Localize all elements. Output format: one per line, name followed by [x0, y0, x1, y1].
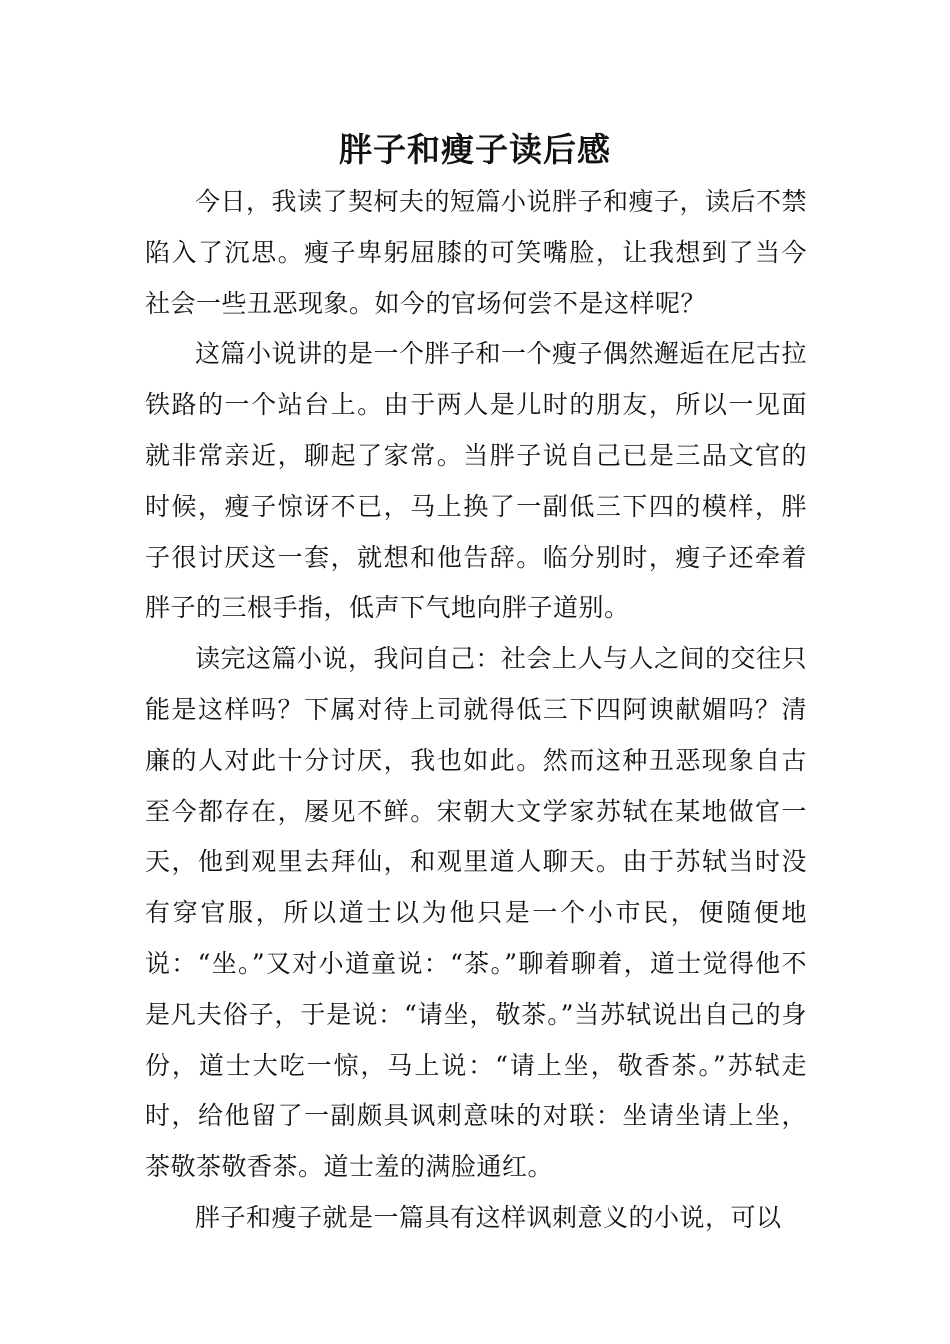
document-body	[145, 177, 807, 1244]
paragraph-3: 读完这篇小说，我问自己：社会上人与人之间的交往只能是这样吗？下属对待上司就得低三下四阿谀献媚吗？清廉的人对此十分讨厌，我也如此。然而这种丑恶现象自古至今都存在，屡见不鲜。宋朝大文学家苏轼在某地做官一天，他到观里去拜仙，和观里道人聊天。由于苏轼当时没有穿官服，所以道士以为他只是一个小市民，便随便地说：“坐。”又对小道童说：“茶。”聊着聊着，道士觉得他不是凡夫俗子，于是说：“请坐，敬茶。”当苏轼说出自己的身份，道士大吃一惊，马上说：“请上坐，敬香茶。”苏轼走时，给他留了一副颇具讽刺意味的对联：坐请坐请上坐，茶敬茶敬香茶。道士羞的满脸通红。	[145, 644, 808, 1182]
paragraph-4: 胖子和瘦子就是一篇具有这样讽刺意义的小说，可以	[195, 1202, 782, 1232]
document-title: 胖子和瘦子读后感	[339, 130, 611, 169]
paragraph-2: 这篇小说讲的是一个胖子和一个瘦子偶然邂逅在尼古拉铁路的一个站台上。由于两人是儿时的朋友，所以一见面就非常亲近，聊起了家常。当胖子说自己已是三品文官的时候，瘦子惊讶不已，马上换了一副低三下四的模样，胖子很讨厌这一套，就想和他告辞。临分别时，瘦子还牵着胖子的三根手指，低声下气地向胖子道别。	[145, 339, 808, 623]
paragraph-1: 今日，我读了契柯夫的短篇小说胖子和瘦子，读后不禁陷入了沉思。瘦子卑躬屈膝的可笑嘴脸，让我想到了当今社会一些丑恶现象。如今的官场何尝不是这样呢？	[145, 187, 808, 318]
